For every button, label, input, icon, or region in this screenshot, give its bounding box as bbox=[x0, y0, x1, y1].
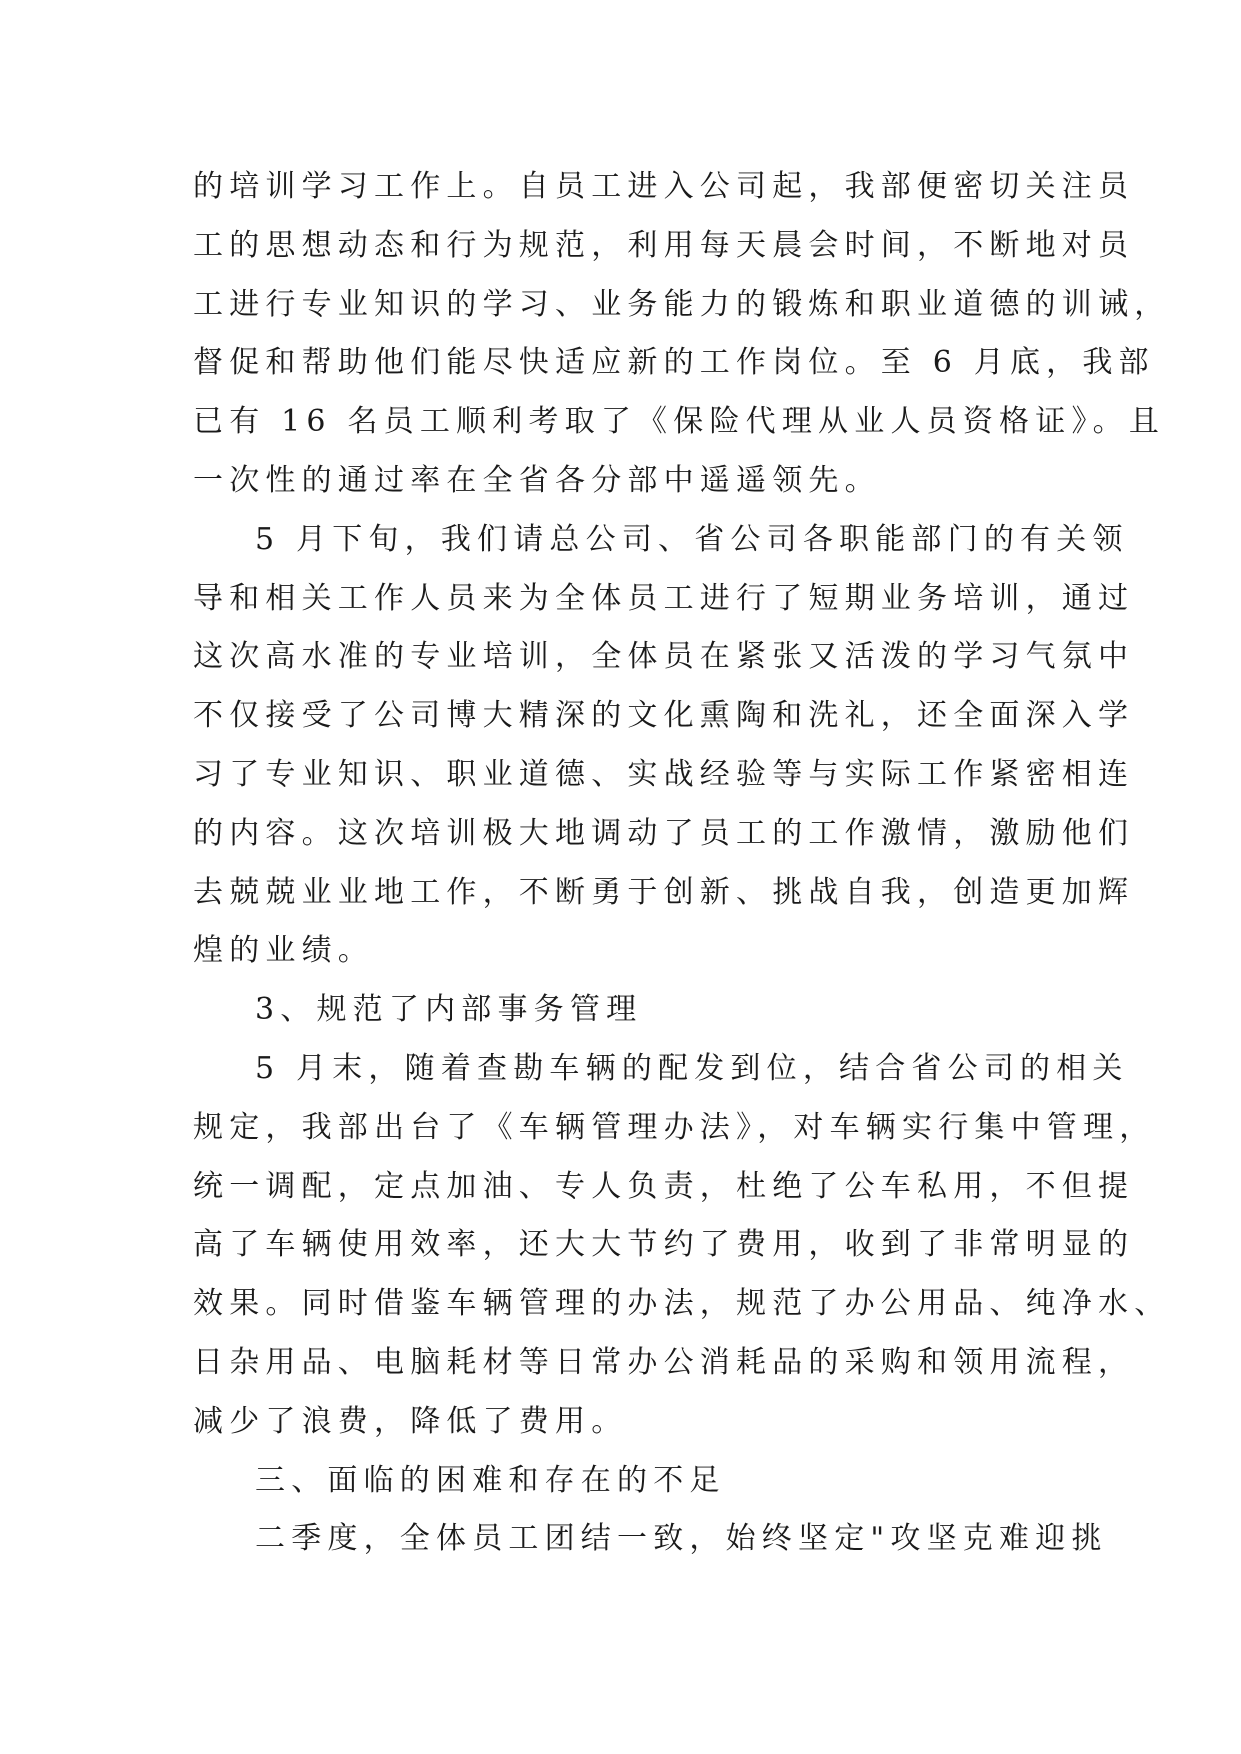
text-line: 效果。同时借鉴车辆管理的办法，规范了办公用品、纯净水、 bbox=[193, 1286, 1171, 1322]
document-body-text bbox=[193, 158, 1171, 1569]
text-line: 5 月末，随着查勘车辆的配发到位，结合省公司的相关 bbox=[255, 1050, 1129, 1086]
text-line: 一次性的通过率在全省各分部中遥遥领先。 bbox=[193, 462, 881, 498]
text-line: 三、面临的困难和存在的不足 bbox=[255, 1462, 726, 1498]
text-line: 二季度，全体员工团结一致，始终坚定"攻坚克难迎挑 bbox=[255, 1521, 1108, 1557]
text-line: 不仅接受了公司博大精深的文化熏陶和洗礼，还全面深入学 bbox=[193, 698, 1135, 734]
text-line: 督促和帮助他们能尽快适应新的工作岗位。至 6 月底，我部 bbox=[193, 345, 1155, 381]
text-line: 习了专业知识、职业道德、实战经验等与实际工作紧密相连 bbox=[193, 756, 1135, 792]
text-line: 高了车辆使用效率，还大大节约了费用，收到了非常明显的 bbox=[193, 1227, 1135, 1263]
text-line: 的内容。这次培训极大地调动了员工的工作激情，激励他们 bbox=[193, 815, 1135, 851]
text-line: 工的思想动态和行为规范，利用每天晨会时间，不断地对员 bbox=[193, 227, 1135, 263]
text-line: 已有 16 名员工顺利考取了《保险代理从业人员资格证》。且 bbox=[193, 404, 1166, 440]
text-line: 的培训学习工作上。自员工进入公司起，我部便密切关注员 bbox=[193, 169, 1135, 204]
text-line: 统一调配，定点加油、专人负责，杜绝了公车私用，不但提 bbox=[193, 1168, 1135, 1204]
text-line: 工进行专业知识的学习、业务能力的锻炼和职业道德的训诫， bbox=[193, 286, 1171, 322]
text-line: 导和相关工作人员来为全体员工进行了短期业务培训，通过 bbox=[193, 580, 1135, 616]
text-line: 5 月下旬，我们请总公司、省公司各职能部门的有关领 bbox=[255, 521, 1129, 557]
text-line: 3、规范了内部事务管理 bbox=[255, 992, 643, 1028]
text-line: 减少了浪费，降低了费用。 bbox=[193, 1403, 628, 1439]
text-line: 这次高水准的专业培训，全体员在紧张又活泼的学习气氛中 bbox=[193, 639, 1135, 675]
text-line: 煌的业绩。 bbox=[193, 933, 374, 969]
text-line: 去兢兢业业地工作，不断勇于创新、挑战自我，创造更加辉 bbox=[193, 874, 1135, 910]
text-line: 日杂用品、电脑耗材等日常办公消耗品的采购和领用流程， bbox=[193, 1344, 1135, 1380]
text-line: 规定，我部出台了《车辆管理办法》，对车辆实行集中管理， bbox=[193, 1109, 1156, 1145]
